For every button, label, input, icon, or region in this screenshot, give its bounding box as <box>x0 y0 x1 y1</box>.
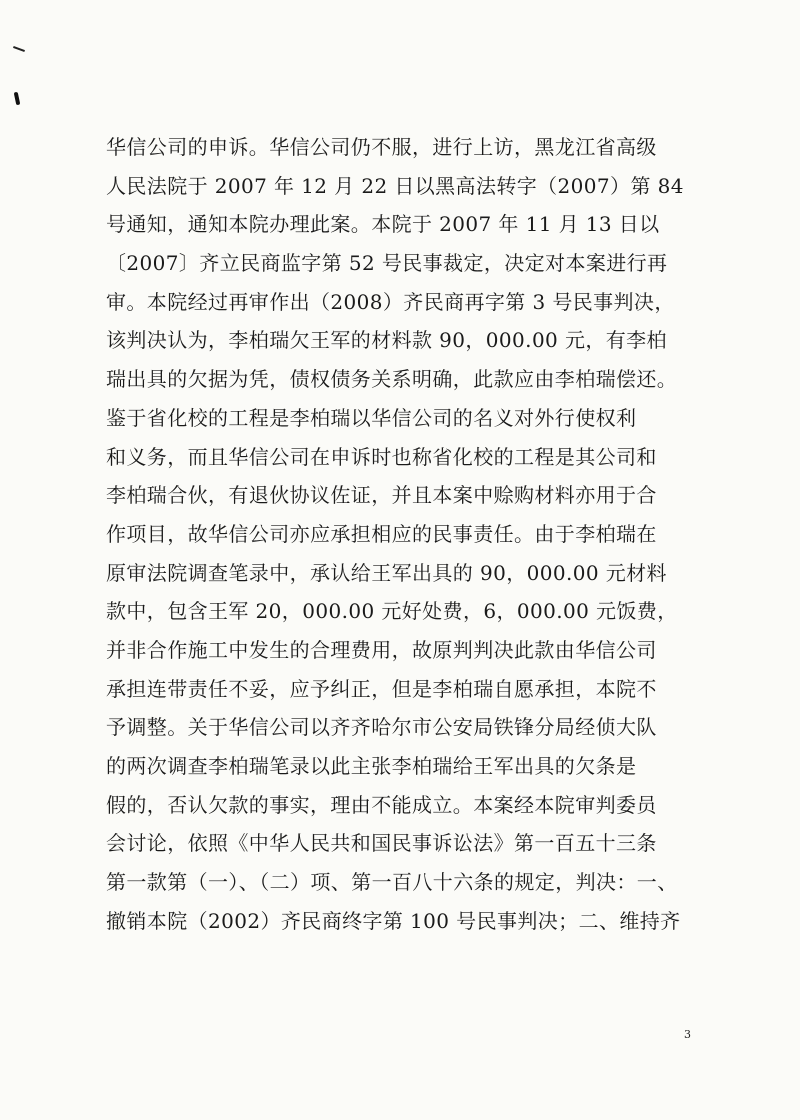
body-text <box>106 128 696 940</box>
text-line: 第一款第（一）、（二）项、第一百八十六条的规定，判决：一、 <box>106 870 678 895</box>
text-line: 并非合作施工中发生的合理费用，故原判判决此款由华信公司 <box>106 637 657 662</box>
text-line: 和义务，而且华信公司在申诉时也称省化校的工程是其公司和 <box>106 444 657 469</box>
text-line: 鉴于省化校的工程是李柏瑞以华信公司的名义对外行使权利 <box>106 405 637 430</box>
text-line: 李柏瑞合伙，有退伙协议佐证，并且本案中赊购材料亦用于合 <box>106 483 657 508</box>
text-line: 瑞出具的欠据为凭，债权债务关系明确，此款应由李柏瑞偿还。 <box>106 367 678 392</box>
text-line: 承担连带责任不妥，应予纠正，但是李柏瑞自愿承担，本院不 <box>106 676 657 701</box>
scan-mark <box>13 46 25 52</box>
text-line: 予调整。关于华信公司以齐齐哈尔市公安局铁锋分局经侦大队 <box>106 715 657 740</box>
text-line: 华信公司的申诉。华信公司仍不服，进行上访，黑龙江省高级 <box>106 135 657 159</box>
text-line: 该判决认为，李柏瑞欠王军的材料款 90，000.00 元，有李柏 <box>106 328 667 353</box>
text-line: 原审法院调查笔录中，承认给王军出具的 90，000.00 元材料 <box>106 560 667 585</box>
text-line: 审。本院经过再审作出（2008）齐民商再字第 3 号民事判决， <box>106 289 675 314</box>
text-line: 〔2007〕齐立民商监字第 52 号民事裁定，决定对本案进行再 <box>106 251 668 276</box>
text-line: 人民法院于 2007 年 12 月 22 日以黑高法转字（2007）第 84 <box>106 173 684 198</box>
text-line: 号通知，通知本院办理此案。本院于 2007 年 11 月 13 日以 <box>106 212 660 237</box>
text-line: 款中，包含王军 20，000.00 元好处费，6，000.00 元饭费， <box>106 599 678 624</box>
text-line: 假的，否认欠款的事实，理由不能成立。本案经本院审判委员 <box>106 792 657 817</box>
text-line: 会讨论，依照《中华人民共和国民事诉讼法》第一百五十三条 <box>106 831 657 856</box>
text-line: 撤销本院（2002）齐民商终字第 100 号民事判决；二、维持齐 <box>106 908 681 933</box>
scan-mark <box>14 92 21 106</box>
text-line: 作项目，故华信公司亦应承担相应的民事责任。由于李柏瑞在 <box>106 521 657 546</box>
page-number: 3 <box>684 1028 691 1041</box>
text-line: 的两次调查李柏瑞笔录以此主张李柏瑞给王军出具的欠条是 <box>106 754 637 778</box>
